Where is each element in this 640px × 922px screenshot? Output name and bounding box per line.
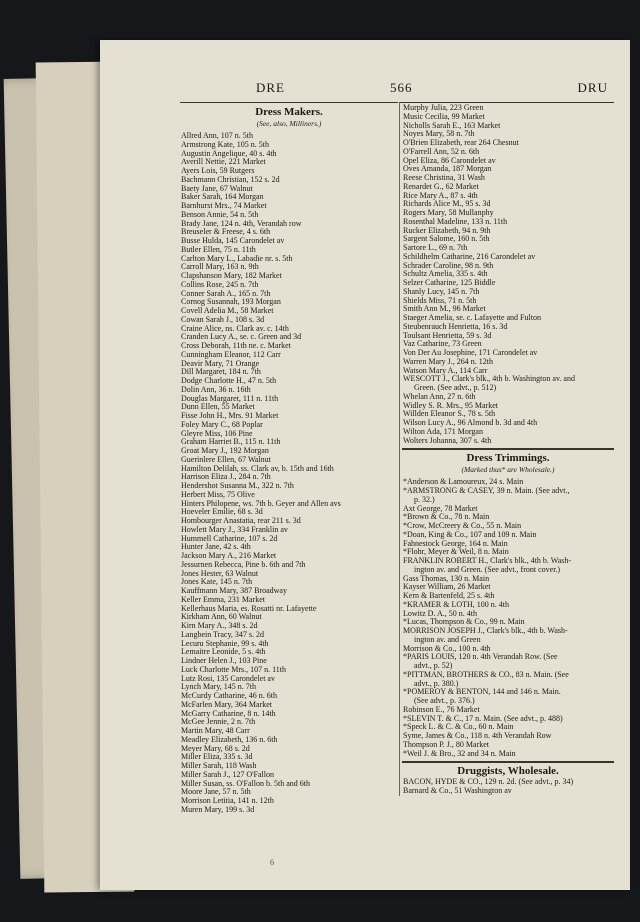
list-item: Ayers Lois, 59 Rutgers <box>181 166 255 175</box>
list-item: Busse Hulda, 145 Carondelet av <box>181 236 285 245</box>
list-item: MORRISON JOSEPH J., Clark's blk., 4th b. Wash- <box>403 626 568 635</box>
list-item: ington av. and Green <box>414 634 481 644</box>
list-item: Barnard & Co., 51 Washington av <box>403 786 512 795</box>
list-item: Reese Christina, 31 Wash <box>403 173 485 182</box>
header-left-guide: DRE <box>256 80 285 95</box>
list-item: *Flohr, Meyer & Weil, 8 n. Main <box>403 547 509 557</box>
list-item: Luck Charlotte Mrs., 107 n. 11th <box>181 664 287 674</box>
list-item: Oves Amanda, 187 Morgan <box>403 164 492 174</box>
list-item: Warren Mary J., 264 n. 12th <box>403 356 494 366</box>
list-item: Miller Eliza, 335 s. 3d <box>181 752 253 762</box>
list-item: O'Brien Elizabeth, rear 264 Chesnut <box>403 138 519 147</box>
list-item: O'Farrell Ann, 52 n. 6th <box>403 146 480 156</box>
list-item: Shanly Lucy, 145 n. 7th <box>403 286 480 296</box>
list-item: Lecuru Stephanie, 99 s. 4th <box>181 638 269 648</box>
list-item: Sargent Salome, 160 n. 5th <box>403 234 490 244</box>
list-item: *Doan, King & Co., 107 and 109 n. Main <box>403 529 537 539</box>
list-item: Guerinlere Ellen, 67 Walnut <box>181 454 271 464</box>
list-item: Averill Nettie, 221 Market <box>181 157 266 167</box>
list-item: Howlett Mary J., 334 Franklin av <box>181 524 288 534</box>
section-title-druggists: Druggists, Wholesale. <box>457 765 559 778</box>
right-column <box>399 102 614 796</box>
list-item: *KRAMER & LOTH, 100 n. 4th <box>403 599 509 609</box>
list-item: Nicholls Sarah E., 163 Market <box>403 120 501 130</box>
list-item: Kern & Bartenfeld, 25 s. 4th <box>403 591 495 600</box>
list-item: Clapshanson Mary, 182 Market <box>181 271 282 280</box>
list-item: Baety Jane, 67 Walnut <box>181 183 253 193</box>
list-item: FRANKLIN ROBERT H., Clark's blk., 4th b. Wash- <box>403 556 572 565</box>
list-item: Cornog Susannah, 193 Morgan <box>181 297 281 307</box>
list-item: Willden Eleanor S., 78 s. 5th <box>403 409 496 419</box>
list-item: Herbert Miss, 75 Olive <box>181 489 255 499</box>
section-title-dress-makers: Dress Makers. <box>255 106 323 118</box>
list-item: Deavir Mary, 71 Orange <box>181 358 260 368</box>
section-subtitle-dress-trimmings: (Marked thus* are Wholesale.) <box>461 465 555 475</box>
list-item: Murphy Julia, 223 Green <box>403 103 484 112</box>
list-item: WESCOTT J., Clark's blk., 4th b. Washington av. and <box>403 374 575 384</box>
page-number: 566 <box>390 80 413 95</box>
list-item: *Brown & Co., 78 n. Main <box>403 512 490 522</box>
list-item: Armstrong Kate, 105 n. 5th <box>181 139 269 149</box>
list-item: Fahnestock George, 164 n. Main <box>403 538 508 548</box>
list-item: *SLEVIN T. & C., 17 n. Main. (See advt., p. 488) <box>403 713 563 723</box>
list-item: Jones Hester, 63 Walnut <box>181 568 259 578</box>
list-item: Gleyre Miss, 106 Pine <box>181 428 253 438</box>
list-item: McGarry Catharine, 8 n. 14th <box>181 708 276 718</box>
dress-makers-list-continued <box>402 104 614 445</box>
list-item: Craine Alice, ns. Clark av. c. 14th <box>181 323 289 333</box>
list-item: Hombourger Anastatia, rear 211 s. 3d <box>181 516 301 525</box>
list-item: Syme, James & Co., 118 n. 4th Verandah Row <box>403 731 552 740</box>
list-item: p. 32.) <box>414 494 435 504</box>
list-item: Robinson E., 76 Market <box>403 704 480 714</box>
directory-page <box>100 40 630 890</box>
list-item: Jessurnen Rebecca, Pine b. 6th and 7th <box>181 559 306 569</box>
list-item: Fisse John H., Mrs. 91 Market <box>181 411 279 420</box>
list-item: Shields Miss, 71 n. 5th <box>403 295 477 305</box>
list-item: Jackson Mary A., 216 Market <box>181 551 277 560</box>
list-item: Dill Margaret, 184 n. 7th <box>181 367 261 377</box>
list-item: Schultz Amelia, 335 s. 4th <box>403 269 488 279</box>
list-item: Cross Deborah, 11th ne. c. Market <box>181 341 291 350</box>
list-item: Foley Mary C., 68 Poplar <box>181 419 263 429</box>
list-item: Harrison Eliza J., 284 n. 7th <box>181 472 271 482</box>
druggists-list <box>402 778 614 796</box>
list-item: Hendershot Susanna M., 322 n. 7th <box>181 481 294 490</box>
list-item: Hoeveler Emilie, 68 s. 3d <box>181 507 263 517</box>
list-item: Cowan Sarah J., 108 s. 3d <box>181 314 265 324</box>
list-item: Morrison & Co., 100 n. 4th <box>403 643 491 653</box>
list-item: Lindner Helen J., 103 Pine <box>181 656 267 665</box>
list-item: McGee Jennie, 2 n. 7th <box>181 717 256 727</box>
list-item: Lynch Mary, 145 n. 7th <box>181 682 257 692</box>
list-item: *POMEROY & BENTON, 144 and 146 n. Main. <box>403 687 561 697</box>
list-item: Wilton Ada, 171 Morgan <box>403 426 483 436</box>
list-item: Renardet G., 62 Market <box>403 181 479 191</box>
list-item: Vaz Catharine, 73 Green <box>403 339 482 349</box>
list-item: Butler Ellen, 75 n. 11th <box>181 244 256 254</box>
list-item: Douglas Margaret, 111 n. 11th <box>181 393 279 403</box>
list-item: Muren Mary, 199 s. 3d <box>181 804 255 814</box>
list-item: Conner Sarah A., 165 n. 7th <box>181 288 271 298</box>
list-item: Whelan Ann, 27 n. 6th <box>403 391 476 401</box>
list-item: Carlton Mary L., Labadie nr. s. 5th <box>181 253 293 263</box>
list-item: Allred Ann, 107 n. 5th <box>181 131 253 140</box>
list-item: Cranden Lucy A., se. c. Green and 3d <box>181 332 302 342</box>
list-item: *Crow, McCreery & Co., 55 n. Main <box>403 521 522 530</box>
list-item: Steubenrauch Henrietta, 16 s. 3d <box>403 321 508 331</box>
section-subtitle-dress-makers: (See, also, Milliners.) <box>256 119 322 128</box>
left-column <box>180 102 398 815</box>
list-item: Covell Adelia M., 58 Market <box>181 306 274 315</box>
list-item: Rucker Elizabeth, 94 n. 9th <box>403 225 491 235</box>
list-item: Kauffmann Mary, 387 Broadway <box>181 586 287 595</box>
list-item: Hamilton Delilah, ss. Clark av, b. 15th and 16th <box>181 463 334 473</box>
list-item: Staeger Amelia, se. c. Lafayette and Fulton <box>403 313 541 322</box>
list-item: Schildhelm Catharine, 216 Carondelet av <box>403 251 536 261</box>
list-item: Gass Thomas, 130 n. Main <box>403 573 490 583</box>
list-item: *PARIS LOUIS, 120 n. 4th Verandah Row. (See <box>403 652 558 662</box>
header-right-guide: DRU <box>577 80 608 95</box>
section-divider <box>402 448 614 450</box>
list-item: Green. (See advt., p. 512) <box>414 383 497 392</box>
list-item: *Anderson & Lamoureux, 24 s. Main <box>403 477 524 487</box>
list-item: Benson Annie, 54 n. 5th <box>181 209 259 219</box>
list-item: Morrison Letitia, 141 n. 12th <box>181 796 274 805</box>
list-item: Dodge Charlotte H., 47 n. 5th <box>181 376 277 385</box>
list-item: Groat Mary J., 192 Morgan <box>181 446 269 455</box>
list-item: Martin Mary, 48 Carr <box>181 726 250 735</box>
section-divider <box>402 761 614 763</box>
list-item: Bachmann Christian, 152 s. 2d <box>181 174 280 184</box>
list-item: Meadley Elizabeth, 136 n. 6th <box>181 734 278 744</box>
list-item: Barnhurst Mrs., 74 Market <box>181 201 267 210</box>
list-item: *Weil J. & Bro., 32 and 34 n. Main <box>403 748 516 758</box>
list-item: *Lucas, Thompson & Co., 99 n. Main <box>403 617 525 627</box>
list-item: Baker Sarah, 164 Morgan <box>181 192 264 202</box>
list-item: Rosenthal Madeline, 133 n. 11th <box>403 216 508 226</box>
list-item: Lemaitre Leonide, 5 s. 4th <box>181 647 266 657</box>
list-item: Dunn Ellen, 55 Market <box>181 402 255 412</box>
list-item: *ARMSTRONG & CASEY, 39 n. Main. (See advt., <box>403 486 570 495</box>
list-item: Schrader Caroline, 98 n. 9th <box>403 260 494 270</box>
list-item: Hunter Jane, 42 s. 4th <box>181 542 251 552</box>
list-item: Wolters Johanna, 307 s. 4th <box>403 435 492 445</box>
list-item: Kirkham Ann, 60 Walnut <box>181 612 262 622</box>
list-item: Collins Rose, 245 n. 7th <box>181 279 259 289</box>
list-item: advt., p. 380.) <box>414 678 459 688</box>
list-item: Opel Eliza, 86 Carondelet av <box>403 155 496 165</box>
list-item: McFarlen Mary, 364 Market <box>181 699 273 709</box>
list-item: Hinters Philopene, ws. 7th b. Geyer and Allen avs <box>181 498 341 508</box>
list-item: Rice Mary A., 87 s. 4th <box>403 190 478 200</box>
list-item: Richards Alice M., 95 s. 3d <box>403 199 491 209</box>
list-item: McCurdy Catharine, 46 n. 6th <box>181 691 277 700</box>
list-item: Moore Jane, 57 n. 5th <box>181 787 251 797</box>
list-item: Von Der Au Josephine, 171 Carondelet av <box>403 348 538 357</box>
list-item: Watson Mary A., 114 Carr <box>403 365 488 375</box>
dress-trimmings-list <box>402 478 614 758</box>
dress-makers-list <box>180 132 398 815</box>
list-item: Smith Ann M., 96 Market <box>403 304 486 314</box>
list-item: Hummell Catharine, 107 s. 2d <box>181 533 278 543</box>
section-title-dress-trimmings: Dress Trimmings. <box>466 452 550 465</box>
list-item: Carroll Mary, 163 n. 9th <box>181 262 259 272</box>
list-item: Noyes Mary, 58 n. 7th <box>403 129 475 139</box>
list-item: BACON, HYDE & CO., 129 n. 2d. (See advt., p. 34) <box>403 777 574 787</box>
list-item: Brady Jane, 124 n. 4th, Verandah row <box>181 218 302 228</box>
list-item: Sartore L., 69 n. 7th <box>403 243 468 252</box>
list-item: *PITTMAN, BROTHERS & CO., 83 n. Main. (See <box>403 669 569 679</box>
list-item: Kayser William, 26 Market <box>403 582 491 592</box>
list-item: Widley S. R. Mrs., 95 Market <box>403 400 499 410</box>
list-item: Wilson Lucy A., 96 Almond b. 3d and 4th <box>403 418 538 427</box>
list-item: *Speck L. & C. & Co., 60 n. Main <box>403 722 514 732</box>
list-item: Keller Emma, 231 Market <box>181 594 265 604</box>
list-item: Breuseler & Freese, 4 s. 6th <box>181 227 271 237</box>
list-item: Meyer Mary, 68 s. 2d <box>181 743 250 753</box>
list-item: Augustin Angelique, 40 s. 4th <box>181 148 277 158</box>
list-item: Jones Kate, 145 n. 7th <box>181 577 253 587</box>
list-item: Miller Sarah J., 127 O'Fallon <box>181 769 274 779</box>
list-item: Selzer Catharine, 125 Biddle <box>403 278 496 287</box>
list-item: Kirn Mary A., 348 s. 2d <box>181 621 258 630</box>
list-item: Graham Harriet B., 115 n. 11th <box>181 437 281 447</box>
list-item: Thompson P. J., 80 Market <box>403 739 489 749</box>
page-header <box>108 80 616 98</box>
list-item: Music Cecilia, 99 Market <box>403 111 485 121</box>
list-item: Rogers Mary, 58 Mullanphy <box>403 208 494 217</box>
list-item: Kellerhaus Maria, es. Rosatti nr. Lafayette <box>181 603 317 613</box>
list-item: Miller Sarah, 118 Wash <box>181 761 257 770</box>
list-item: Lowitz D. A., 50 n. 4th <box>403 608 477 618</box>
list-item: Miller Susan, ss. O'Fallon b. 5th and 6th <box>181 778 310 788</box>
list-item: advt., p. 52) <box>414 661 453 670</box>
signature-mark: 6 <box>270 858 274 867</box>
list-item: ington av. and Green. (See advt., front cover.) <box>414 564 561 574</box>
list-item: Lutz Rosi, 135 Carondelet av <box>181 673 275 683</box>
list-item: (See advt., p. 376.) <box>414 696 475 705</box>
list-item: Axt George, 78 Market <box>403 503 478 513</box>
list-item: Langbein Tracy, 347 s. 2d <box>181 629 265 639</box>
list-item: Dolin Ann, 36 n. 16th <box>181 384 251 394</box>
list-item: Cunningham Eleanor, 112 Carr <box>181 349 281 359</box>
list-item: Toulsant Henrietta, 59 s. 3d <box>403 330 492 340</box>
